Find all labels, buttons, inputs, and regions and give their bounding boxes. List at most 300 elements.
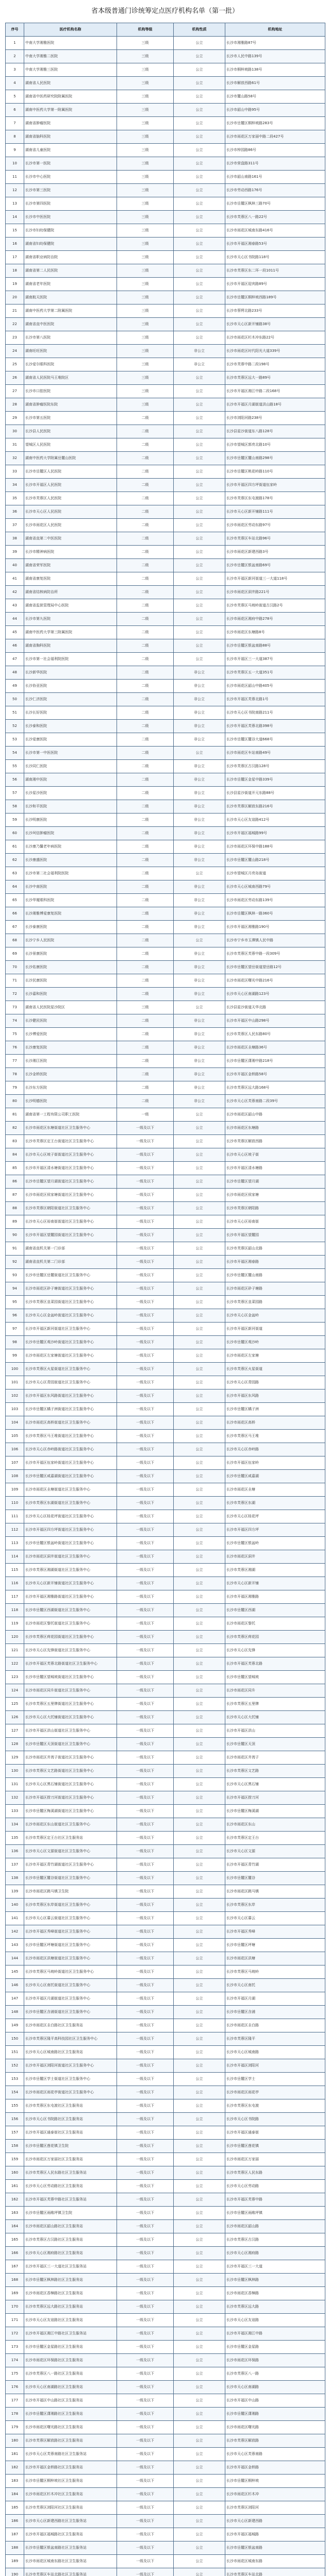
row-index: 118 (6, 1604, 24, 1617)
institution-name: 长沙市开福区洪山街道社区卫生服务中心 (24, 1724, 117, 1738)
row-index: 75 (6, 1028, 24, 1041)
institution-name: 长沙市岳麓区麓谷街道社区卫生服务中心 (24, 1872, 117, 1885)
institution-level: 一级及以下 (117, 1175, 174, 1189)
institution-name: 长沙市芙蓉区车站北路社区卫生服务站 (24, 2568, 117, 2576)
row-index: 190 (6, 2568, 24, 2576)
row-index: 131 (6, 1778, 24, 1791)
institution-type: 公立 (174, 546, 225, 559)
institution-type: 公立 (174, 2354, 225, 2367)
institution-type: 公立 (174, 747, 225, 760)
table-row (6, 63, 325, 77)
row-index: 48 (6, 666, 24, 680)
institution-level: 一级及以下 (117, 1349, 174, 1363)
institution-address: 长沙市开福区福城路 (225, 2528, 325, 2541)
institution-level: 一级及以下 (117, 2113, 174, 2126)
institution-name: 长沙市雨花区东塘街道社区卫生服务中心 (24, 1122, 117, 1135)
table-row (6, 2300, 325, 2314)
institution-name: 长沙市天心区人民医院 (24, 505, 117, 519)
institution-address: 长沙市雨花区圭塘路36号 (225, 1041, 325, 1055)
institution-name: 长沙市天心区青园街道社区卫生服务中心 (24, 1376, 117, 1389)
row-index: 11 (6, 171, 24, 184)
institution-address: 长沙市天心区新开铺路38号 (225, 318, 325, 331)
institution-level: 一级及以下 (117, 1684, 174, 1698)
institution-address: 长沙市岳麓区橘子洲 (225, 1403, 325, 1416)
institution-level: 一级及以下 (117, 1483, 174, 1497)
institution-address: 长沙市雨花区韶山中路405号 (225, 680, 325, 693)
table-row (6, 371, 325, 385)
institution-type: 公立 (174, 1765, 225, 1778)
institution-name: 长沙市雨花区左家塘街道社区卫生服务中心 (24, 1349, 117, 1363)
institution-name: 长沙县人民医院 (24, 425, 117, 438)
institution-address: 长沙市开福区金桥路58号 (225, 1068, 325, 1081)
row-index: 97 (6, 1323, 24, 1336)
institution-type: 公立 (174, 2220, 225, 2233)
table-row (6, 1108, 325, 1122)
table-row (6, 2207, 325, 2220)
institution-name: 长沙市芙蓉区人民东路社区卫生服务站 (24, 2166, 117, 2180)
institution-address: 长沙市雨花区时代阳光大道339号 (225, 345, 325, 358)
institution-address: 长沙市芙蓉区湘湖 (225, 1564, 325, 1577)
institution-type: 公立 (174, 1992, 225, 2006)
row-index: 40 (6, 559, 24, 572)
institution-level: 二级 (117, 747, 174, 760)
table-row (6, 1430, 325, 1443)
table-row (6, 2260, 325, 2274)
institution-type: 公立 (174, 1403, 225, 1416)
row-index: 83 (6, 1135, 24, 1148)
row-index: 13 (6, 197, 24, 211)
institution-address: 长沙市岳麓区坪塘 (225, 1939, 325, 1952)
institution-address: 长沙市芙蓉区车站北路96号 (225, 532, 325, 546)
institution-type: 非公立 (174, 733, 225, 747)
table-row (6, 345, 325, 358)
institution-name: 长沙市雨花区圭塘街道社区卫生服务中心 (24, 1483, 117, 1497)
institution-name: 湖南航天医院 (24, 291, 117, 304)
row-index: 34 (6, 479, 24, 492)
institution-type: 公立 (174, 1979, 225, 1992)
row-index: 55 (6, 760, 24, 773)
institution-address: 长沙市雨花区东塘路8号 (225, 626, 325, 639)
institution-type: 公立 (174, 626, 225, 639)
institution-name: 长沙市雨花区洞井街道社区卫生服务中心 (24, 1550, 117, 1564)
table-row (6, 2166, 325, 2180)
institution-type: 公立 (174, 304, 225, 318)
institution-level: 二级 (117, 693, 174, 706)
institution-level: 一级及以下 (117, 2140, 174, 2153)
row-index: 121 (6, 1644, 24, 1657)
institution-address: 长沙市雨花区洪塘 (225, 1952, 325, 1965)
institution-name: 湖南省职业病防治院 (24, 251, 117, 264)
institution-level: 三级 (117, 1001, 174, 1014)
institution-type: 公立 (174, 613, 225, 626)
institution-address: 长沙市雨花区曙光路 (225, 2421, 325, 2434)
institution-level: 一级及以下 (117, 2327, 174, 2341)
institution-table (5, 23, 325, 2576)
row-index: 178 (6, 2408, 24, 2421)
institution-address: 长沙市天心区友谊路412号 (225, 814, 325, 827)
institution-address: 长沙市天心区黑石铺 (225, 1778, 325, 1791)
row-index: 80 (6, 1095, 24, 1108)
col-header-type: 机构性质 (174, 23, 225, 37)
table-row (6, 238, 325, 251)
row-index: 114 (6, 1550, 24, 1564)
row-index: 37 (6, 519, 24, 532)
row-index: 122 (6, 1657, 24, 1671)
institution-address: 长沙市芙蓉区车站北路 (225, 2568, 325, 2576)
institution-type: 公立 (174, 2193, 225, 2207)
institution-address: 长沙市雨花区城南东路416号 (225, 224, 325, 238)
institution-type: 公立 (174, 1135, 225, 1148)
row-index: 135 (6, 1832, 24, 1845)
row-index: 169 (6, 2287, 24, 2300)
institution-name: 长沙市开福区浏阳河街道社区卫生服务中心 (24, 2059, 117, 2073)
table-row (6, 2247, 325, 2260)
institution-type: 公立 (174, 2434, 225, 2448)
institution-name: 长沙市妇幼保健院 (24, 224, 117, 238)
institution-name: 长沙市开福区湘雅路街道社区卫生服务中心 (24, 1590, 117, 1604)
institution-level: 二级 (117, 586, 174, 599)
institution-level: 一级及以下 (117, 1952, 174, 1965)
institution-address: 长沙市芙蓉区远大路168号 (225, 1081, 325, 1095)
institution-level: 二级 (117, 546, 174, 559)
institution-type: 公立 (174, 104, 225, 117)
row-index: 60 (6, 827, 24, 840)
row-index: 29 (6, 412, 24, 425)
institution-level: 一级及以下 (117, 2341, 174, 2354)
institution-name: 长沙博爱医院 (24, 1028, 117, 1041)
row-index: 175 (6, 2367, 24, 2381)
table-row (6, 1537, 325, 1550)
institution-name: 中南大学湘雅医院 (24, 37, 117, 50)
row-index: 87 (6, 1189, 24, 1202)
institution-type: 公立 (174, 1644, 225, 1657)
institution-type: 非公立 (174, 1014, 225, 1028)
table-row (6, 197, 325, 211)
institution-address: 长沙市开福区月湖街道洪山路18号 (225, 398, 325, 412)
institution-name: 长沙市岳麓区橘子洲街道社区卫生服务中心 (24, 1403, 117, 1416)
table-row (6, 1309, 325, 1323)
table-row (6, 2488, 325, 2501)
row-index: 44 (6, 613, 24, 626)
table-row (6, 157, 325, 171)
row-index: 127 (6, 1724, 24, 1738)
table-row (6, 1148, 325, 1162)
institution-type: 公立 (174, 77, 225, 90)
row-index: 28 (6, 398, 24, 412)
institution-type: 非公立 (174, 773, 225, 787)
institution-address: 长沙市岳麓区含浦 (225, 2006, 325, 2019)
institution-type: 公立 (174, 438, 225, 452)
institution-type: 公立 (174, 2046, 225, 2059)
institution-name: 长沙市芙蓉区韭菜园街道社区卫生服务中心 (24, 1296, 117, 1309)
institution-address: 长沙市开福区湘江中路 (225, 2327, 325, 2341)
institution-type: 公立 (174, 599, 225, 613)
row-index: 16 (6, 238, 24, 251)
institution-type: 公立 (174, 1202, 225, 1215)
table-row (6, 425, 325, 438)
row-index: 93 (6, 1269, 24, 1282)
table-row (6, 1389, 325, 1403)
institution-address: 长沙市天心区新开铺 (225, 1577, 325, 1590)
institution-name: 长沙市岳麓区坪塘街道社区卫生服务中心 (24, 1939, 117, 1952)
table-row (6, 1644, 325, 1657)
institution-level: 二级 (117, 438, 174, 452)
table-row (6, 492, 325, 505)
table-row (6, 438, 325, 452)
table-row (6, 894, 325, 907)
institution-type: 公立 (174, 90, 225, 104)
institution-name: 湖南省胸科医院 (24, 639, 117, 653)
institution-level: 二级 (117, 854, 174, 867)
table-row (6, 720, 325, 733)
institution-level: 二级 (117, 1041, 174, 1055)
institution-address: 长沙市天心区南托 (225, 1979, 325, 1992)
institution-address: 长沙市芙蓉区东屯渡 (225, 2099, 325, 2113)
row-index: 59 (6, 814, 24, 827)
institution-type: 公立 (174, 1215, 225, 1229)
institution-name: 长沙长好医院 (24, 706, 117, 720)
institution-type: 公立 (174, 425, 225, 438)
table-row (6, 733, 325, 747)
institution-address: 长沙市芙蓉区解放东路216号 (225, 800, 325, 814)
institution-level: 二级 (117, 720, 174, 733)
institution-name: 长沙市雨花区环保路社区卫生服务站 (24, 2354, 117, 2367)
row-index: 89 (6, 1215, 24, 1229)
institution-level: 二级 (117, 492, 174, 505)
institution-type: 公立 (174, 331, 225, 345)
institution-level: 二级 (117, 947, 174, 961)
institution-type: 公立 (174, 398, 225, 412)
institution-address: 长沙市天心区城南西路79号 (225, 880, 325, 894)
institution-address: 长沙市人民中路139号 (225, 50, 325, 63)
institution-address: 长沙市开福区金桥路 (225, 2461, 325, 2475)
institution-name: 长沙市天心区先锋街道社区卫生服务中心 (24, 1644, 117, 1657)
institution-level: 一级及以下 (117, 2260, 174, 2274)
row-index: 158 (6, 2140, 24, 2153)
row-index: 117 (6, 1590, 24, 1604)
institution-type: 公立 (174, 1001, 225, 1014)
institution-level: 二级 (117, 760, 174, 773)
institution-name: 长沙市芙蓉区八一路社区卫生服务站 (24, 2367, 117, 2381)
row-index: 159 (6, 2153, 24, 2166)
institution-type: 公立 (174, 2461, 225, 2475)
institution-type: 公立 (174, 2180, 225, 2193)
table-row (6, 1068, 325, 1081)
institution-address: 长沙市雨花区砂子塘路 (225, 1282, 325, 1296)
institution-name: 长沙市雨花区跳马镇卫生院 (24, 1885, 117, 1899)
table-row (6, 2421, 325, 2434)
institution-address: 长沙市岳麓区桐梓坡 (225, 2475, 325, 2488)
institution-address: 长沙市开福区月湖 (225, 1992, 325, 2006)
institution-level: 三级 (117, 171, 174, 184)
institution-type: 公立 (174, 452, 225, 465)
institution-name: 长沙市天心区新建西路社区卫生服务站 (24, 2515, 117, 2528)
institution-name: 长沙金桥医院 (24, 1068, 117, 1081)
institution-name: 湖南省荣军医院 (24, 559, 117, 572)
institution-address: 长沙市芙蓉区朝阳路 (225, 1202, 325, 1215)
institution-name: 长沙同仁医院 (24, 760, 117, 773)
institution-address: 长沙市芙蓉区人民东路80号 (225, 1028, 325, 1041)
institution-type: 公立 (174, 559, 225, 572)
institution-name: 长沙市岳麓区西湖街道社区卫生服务中心 (24, 1604, 117, 1617)
table-row (6, 304, 325, 318)
institution-address: 长沙市芙蓉区解放西路 (225, 1135, 325, 1148)
table-row (6, 1282, 325, 1296)
institution-level: 二级 (117, 425, 174, 438)
institution-address: 长沙市开福区捞刀河 (225, 1791, 325, 1805)
institution-type: 非公立 (174, 854, 225, 867)
row-index: 19 (6, 278, 24, 291)
institution-type: 公立 (174, 2274, 225, 2287)
institution-address: 长沙市岳麓区桐梓坡路283号 (225, 117, 325, 130)
institution-level: 一级及以下 (117, 2207, 174, 2220)
institution-address: 长沙市雨花区圭塘 (225, 1483, 325, 1497)
institution-level: 一级及以下 (117, 1229, 174, 1242)
institution-type: 公立 (174, 465, 225, 479)
institution-address: 长沙市天心区青园路 (225, 1376, 325, 1389)
institution-name: 长沙市岳麓区枫林路社区卫生服务站 (24, 2274, 117, 2287)
row-index: 148 (6, 2006, 24, 2019)
institution-type: 公立 (174, 278, 225, 291)
institution-name: 长沙市雨花区韶山路社区卫生服务站 (24, 2220, 117, 2233)
row-index: 189 (6, 2555, 24, 2568)
institution-address: 长沙市天心区城南路 (225, 2046, 325, 2059)
row-index: 134 (6, 1818, 24, 1832)
institution-level: 一级及以下 (117, 1832, 174, 1845)
row-index: 95 (6, 1296, 24, 1309)
institution-level: 二级 (117, 532, 174, 546)
institution-type: 公立 (174, 1724, 225, 1738)
institution-level: 二级 (117, 787, 174, 800)
row-index: 33 (6, 465, 24, 479)
table-row (6, 1229, 325, 1242)
institution-name: 长沙市天心区大托铺街道社区卫生服务中心 (24, 1711, 117, 1724)
institution-name: 长沙市岳麓区学士街道社区卫生服务中心 (24, 2073, 117, 2086)
institution-level: 二级 (117, 934, 174, 947)
institution-address: 长沙市天心区文源 (225, 1845, 325, 1858)
institution-name: 长沙湘江医院 (24, 1055, 117, 1068)
institution-name: 长沙市岳麓区桐梓坡社区卫生服务站 (24, 2475, 117, 2488)
institution-level: 一级及以下 (117, 2448, 174, 2461)
institution-address: 长沙市雨花区环保路 (225, 2354, 325, 2367)
table-row (6, 1363, 325, 1376)
row-index: 165 (6, 2233, 24, 2247)
institution-level: 一级及以下 (117, 1671, 174, 1684)
institution-level: 一级及以下 (117, 2434, 174, 2448)
institution-address: 长沙市岳麓区银盆南路 (225, 2541, 325, 2555)
table-row (6, 599, 325, 613)
institution-name: 长沙市精神病医院 (24, 546, 117, 559)
table-row (6, 814, 325, 827)
institution-name: 长沙市天心区城南路社区卫生服务站 (24, 2046, 117, 2059)
institution-type: 公立 (174, 1430, 225, 1443)
institution-name: 长沙明德医院 (24, 1095, 117, 1108)
table-row (6, 1765, 325, 1778)
institution-type: 公立 (174, 1282, 225, 1296)
institution-name: 长沙市第四医院 (24, 197, 117, 211)
institution-type: 公立 (174, 2247, 225, 2260)
institution-type: 公立 (174, 2207, 225, 2220)
table-row (6, 666, 325, 680)
table-row (6, 1550, 325, 1564)
institution-name: 湖南中医药大学第二附属医院 (24, 304, 117, 318)
institution-address: 长沙市雨花区环保中路188号 (225, 840, 325, 854)
institution-address: 长沙市岳麓区西湖 (225, 1604, 325, 1617)
table-body (6, 37, 325, 2576)
institution-type: 非公立 (174, 827, 225, 840)
table-row (6, 2394, 325, 2408)
institution-type: 公立 (174, 572, 225, 586)
institution-type: 公立 (174, 2287, 225, 2300)
institution-type: 公立 (174, 1242, 225, 1256)
institution-address: 长沙市雨花区高桥 (225, 1416, 325, 1430)
institution-address: 长沙市望城区郭亮北路10号 (225, 438, 325, 452)
institution-address: 长沙市岳麓区枫林一路360号 (225, 907, 325, 921)
row-index: 106 (6, 1443, 24, 1456)
institution-address: 长沙市雨花区曙光中路216号 (225, 974, 325, 988)
table-row (6, 1483, 325, 1497)
institution-address: 长沙市开福区芙蓉北路1号 (225, 693, 325, 706)
institution-address: 长沙市岳麓区桐梓坡西路189号 (225, 291, 325, 304)
row-index: 81 (6, 1108, 24, 1122)
institution-type: 公立 (174, 1912, 225, 1925)
institution-name: 长沙市开福区湘江中路社区卫生服务站 (24, 2327, 117, 2341)
row-index: 39 (6, 546, 24, 559)
row-index: 142 (6, 1925, 24, 1939)
institution-name: 长沙市芙蓉区东屯渡社区卫生服务站 (24, 2099, 117, 2113)
institution-level: 二级 (117, 479, 174, 492)
institution-name: 长沙市开福区芙蓉北路街道社区卫生服务中心 (24, 1657, 117, 1671)
institution-level: 一级及以下 (117, 1698, 174, 1711)
institution-address: 长沙市岳麓区观沙岭 (225, 1336, 325, 1349)
row-index: 172 (6, 2327, 24, 2341)
institution-level: 一级及以下 (117, 2153, 174, 2166)
row-index: 101 (6, 1376, 24, 1389)
institution-address: 长沙市岳麓区银盆南路69号 (225, 559, 325, 572)
institution-type: 公立 (174, 867, 225, 880)
institution-level: 一级及以下 (117, 1765, 174, 1778)
institution-type: 公立 (174, 2073, 225, 2086)
table-row (6, 519, 325, 532)
row-index: 141 (6, 1912, 24, 1925)
table-row (6, 1791, 325, 1805)
row-index: 133 (6, 1805, 24, 1818)
institution-address: 长沙市雨花区万家丽 (225, 2153, 325, 2166)
row-index: 153 (6, 2073, 24, 2086)
row-index: 66 (6, 907, 24, 921)
row-index: 32 (6, 452, 24, 465)
institution-type: 非公立 (174, 345, 225, 358)
institution-type: 公立 (174, 2421, 225, 2434)
institution-address: 长沙市天心区湘府路 (225, 2247, 325, 2260)
table-row (6, 1122, 325, 1135)
institution-address: 长沙市芙蓉区马王堆 (225, 1430, 325, 1443)
institution-name: 长沙市雨花区洪塘街道社区卫生服务中心 (24, 1952, 117, 1965)
institution-level: 一级及以下 (117, 2461, 174, 2475)
institution-name: 长沙市开福区中山路社区卫生服务站 (24, 2394, 117, 2408)
row-index: 112 (6, 1523, 24, 1537)
institution-name: 长沙市芙蓉区人民医院 (24, 492, 117, 505)
institution-type: 公立 (174, 251, 225, 264)
institution-level: 三级 (117, 117, 174, 130)
row-index: 145 (6, 1965, 24, 1979)
table-row (6, 974, 325, 988)
table-row (6, 2448, 325, 2461)
row-index: 30 (6, 425, 24, 438)
institution-type: 公立 (174, 1818, 225, 1832)
institution-address: 长沙市芙蓉区东屯渡路178号 (225, 492, 325, 505)
table-row (6, 2541, 325, 2555)
